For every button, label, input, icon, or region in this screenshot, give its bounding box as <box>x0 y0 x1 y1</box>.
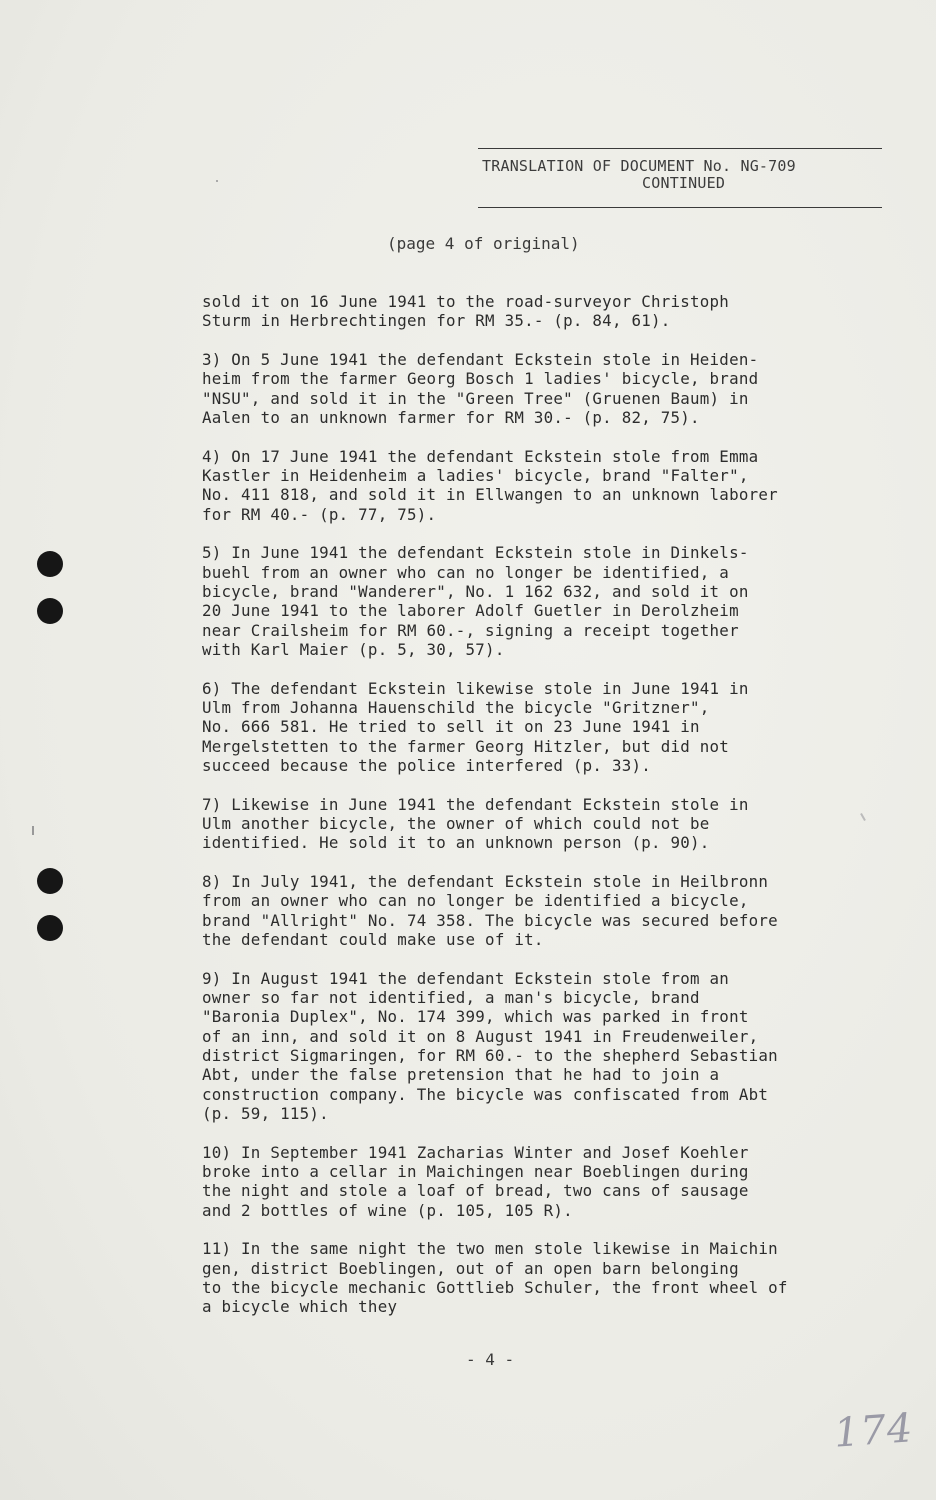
punch-hole <box>37 915 63 941</box>
original-page-note: (page 4 of original) <box>387 234 580 253</box>
paragraph-item-10: 10) In September 1941 Zacharias Winter and Josef Koehler broke into a cellar in Maichingen near Boeblingen during the night and stole a loaf of bread, two cans of sausage and 2 bottles of wine (p. 105, 105 R). <box>202 1142 749 1220</box>
punch-hole <box>37 551 63 577</box>
punch-hole <box>37 868 63 894</box>
paragraph-item-9: 9) In August 1941 the defendant Eckstein stole from an owner so far not identified, a man's bicycle, brand "Baronia Duplex", No. 174 399, which was parked in front of an inn, and sold it on 8 August 1941 in Freudenweiler, district Sigmaringen, for RM 60.- to the shepherd Sebastian Abt, under the false pretension that he had to join a construction company. The bicycle was confiscated from Abt (p. 59, 115). <box>202 968 778 1123</box>
handwritten-page-stamp: 174 <box>832 1405 915 1457</box>
paragraph-item-5: 5) In June 1941 the defendant Eckstein stole in Dinkels- buehl from an owner who can no longer be identified, a bicycle, brand "Wanderer", No. 1 162 632, and sold it on 20 June 1941 to the laborer Adolf Guetler in Derolzheim near Crailsheim for RM 60.-, signing a receipt together with Karl Maier (p. 5, 30, 57). <box>202 543 749 659</box>
paper-mark <box>216 180 218 182</box>
page-number: - 4 - <box>466 1350 515 1369</box>
header-title: TRANSLATION OF DOCUMENT No. NG-709 <box>482 157 796 175</box>
paragraph-item-11: 11) In the same night the two men stole likewise in Maichin gen, district Boeblingen, out of an open barn belonging to the bicycle mechanic Gottlieb Schuler, the front wheel of a bicycle which they <box>202 1239 788 1317</box>
document-header <box>478 148 882 208</box>
paragraph-item-8: 8) In July 1941, the defendant Eckstein stole in Heilbronn from an owner who can no longer be identified a bicycle, brand "Allright" No. 74 358. The bicycle was secured before the defendant could make use of it. <box>202 872 778 950</box>
paragraph-continuation: sold it on 16 June 1941 to the road-surveyor Christoph Sturm in Herbrechtingen for RM 35.- (p. 84, 61). <box>202 292 730 331</box>
paragraph-item-3: 3) On 5 June 1941 the defendant Eckstein stole in Heiden- heim from the farmer Georg Bosch 1 ladies' bicycle, brand "NSU", and sold it in the "Green Tree" (Gruenen Baum) in Aalen to an unknown farmer for RM 30.- (p. 82, 75). <box>202 350 759 427</box>
header-bottom-rule <box>478 207 882 208</box>
header-top-rule <box>478 148 882 149</box>
document-body <box>202 292 902 1336</box>
paper-mark <box>32 826 34 835</box>
paragraph-item-7: 7) Likewise in June 1941 the defendant Eckstein stole in Ulm another bicycle, the owner of which could not be identified. He sold it to an unknown person (p. 90). <box>202 794 749 853</box>
paragraph-item-4: 4) On 17 June 1941 the defendant Eckstein stole from Emma Kastler in Heidenheim a ladies' bicycle, brand "Falter", No. 411 818, and sold it in Ellwangen to an unknown laborer for RM 40.- (p. 77, 75). <box>202 446 778 524</box>
punch-hole <box>37 598 63 624</box>
header-subtitle: CONTINUED <box>642 174 726 192</box>
paragraph-item-6: 6) The defendant Eckstein likewise stole in June 1941 in Ulm from Johanna Hauenschild the bicycle "Gritzner", No. 666 581. He tried to sell it on 23 June 1941 in Mergelstetten to the farmer Georg Hitzler, but did not succeed because the police interfered (p. 33). <box>202 678 749 775</box>
